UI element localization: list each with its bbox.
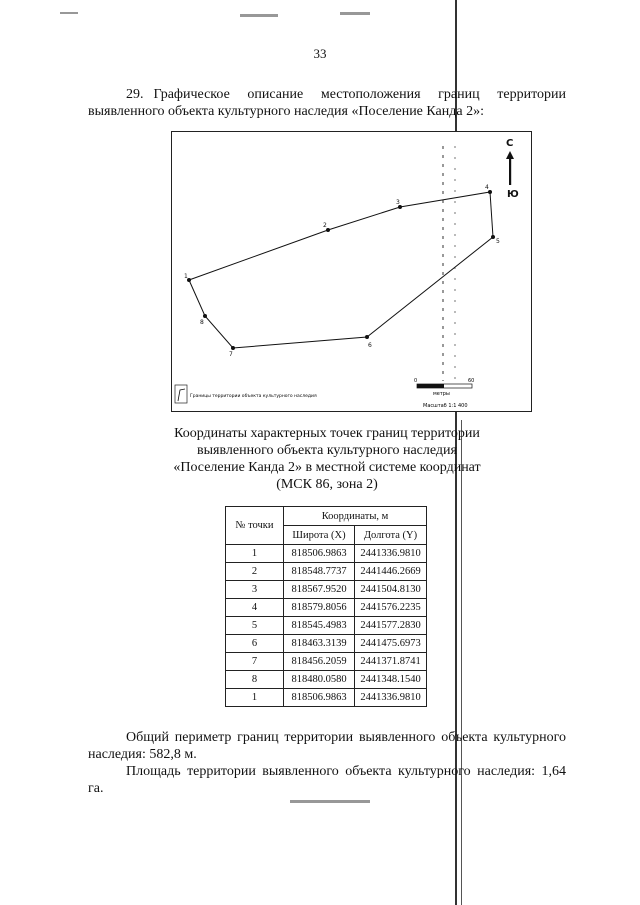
- point-label-1: 1: [184, 273, 188, 280]
- caption-line: (МСК 86, зона 2): [276, 477, 378, 492]
- perimeter-paragraph: [88, 729, 566, 763]
- caption-line: выявленного объекта культурного наследия: [197, 443, 457, 458]
- point-label-3: 3: [396, 199, 400, 206]
- perimeter-text: Общий периметр границ территории выявленного объекта культурного наследия: 582,8 м.: [88, 730, 566, 762]
- scale-max: 60: [468, 378, 475, 384]
- point-label-8: 8: [200, 319, 204, 326]
- cell-point: 5: [226, 617, 284, 635]
- point-label-2: 2: [323, 222, 327, 229]
- boundary-point: [491, 235, 495, 239]
- cell-x: 818579.8056: [284, 599, 355, 617]
- cell-y: 2441348.1540: [355, 671, 427, 689]
- cell-point: 1: [226, 689, 284, 707]
- cell-y: 2441577.2830: [355, 617, 427, 635]
- cell-x: 818545.4983: [284, 617, 355, 635]
- scan-noise: [290, 800, 370, 803]
- table-caption: [88, 425, 566, 493]
- cell-x: 818463.3139: [284, 635, 355, 653]
- point-label-4: 4: [485, 184, 489, 191]
- cell-x: 818506.9863: [284, 689, 355, 707]
- boundary-point: [203, 314, 207, 318]
- legend-text: Границы территории объекта культурного наследия: [190, 394, 317, 399]
- table-row: [226, 671, 427, 689]
- boundary-point: [365, 335, 369, 339]
- cell-point: 1: [226, 545, 284, 563]
- header-point-number: № точки: [226, 507, 284, 545]
- header-longitude: Долгота (Y): [355, 526, 427, 545]
- scan-noise: [60, 12, 78, 14]
- cell-point: 3: [226, 581, 284, 599]
- table-row: [226, 635, 427, 653]
- scan-noise: [340, 12, 370, 15]
- point-label-6: 6: [368, 342, 372, 349]
- table-row: [226, 653, 427, 671]
- cell-point: 2: [226, 563, 284, 581]
- cell-y: 2441371.8741: [355, 653, 427, 671]
- cell-y: 2441336.9810: [355, 545, 427, 563]
- point-label-5: 5: [496, 238, 500, 245]
- boundary-map: [171, 131, 532, 412]
- table-row: [226, 545, 427, 563]
- cell-y: 2441336.9810: [355, 689, 427, 707]
- cell-point: 7: [226, 653, 284, 671]
- cell-y: 2441504.8130: [355, 581, 427, 599]
- cell-x: 818567.9520: [284, 581, 355, 599]
- cell-x: 818506.9863: [284, 545, 355, 563]
- caption-line: «Поселение Канда 2» в местной системе координат: [173, 460, 481, 475]
- cell-x: 818456.2059: [284, 653, 355, 671]
- header-coordinates: Координаты, м: [284, 507, 427, 526]
- section-number: 29.: [126, 87, 144, 102]
- north-label: С: [506, 138, 514, 149]
- cell-y: 2441576.2235: [355, 599, 427, 617]
- header-latitude: Широта (X): [284, 526, 355, 545]
- area-paragraph: [88, 763, 566, 797]
- cell-point: 4: [226, 599, 284, 617]
- table-row: [226, 617, 427, 635]
- table-row: [226, 581, 427, 599]
- page-number: 33: [313, 46, 327, 61]
- cell-y: 2441446.2669: [355, 563, 427, 581]
- table-row: [226, 563, 427, 581]
- scan-noise: [240, 14, 278, 17]
- point-label-7: 7: [229, 351, 233, 358]
- cell-point: 6: [226, 635, 284, 653]
- boundary-point: [231, 346, 235, 350]
- cell-x: 818548.7737: [284, 563, 355, 581]
- table-row: [226, 689, 427, 707]
- scale-unit: метры: [433, 391, 450, 397]
- south-label: Ю: [507, 189, 519, 200]
- caption-line: Координаты характерных точек границ территории: [174, 426, 480, 441]
- coordinates-table: [225, 506, 427, 707]
- section-paragraph: [88, 86, 566, 120]
- cell-x: 818480.0580: [284, 671, 355, 689]
- cell-y: 2441475.6973: [355, 635, 427, 653]
- cell-point: 8: [226, 671, 284, 689]
- scale-ratio: Масштаб 1:1 400: [423, 403, 468, 409]
- table-row: [226, 599, 427, 617]
- scale-zero: 0: [414, 378, 418, 384]
- map-frame: [172, 132, 532, 412]
- area-text: Площадь территории выявленного объекта культурного наследия: 1,64 га.: [88, 764, 566, 796]
- section-text: Графическое описание местоположения границ территории выявленного объекта культурного наследия «Поселение Канда 2»:: [88, 87, 566, 119]
